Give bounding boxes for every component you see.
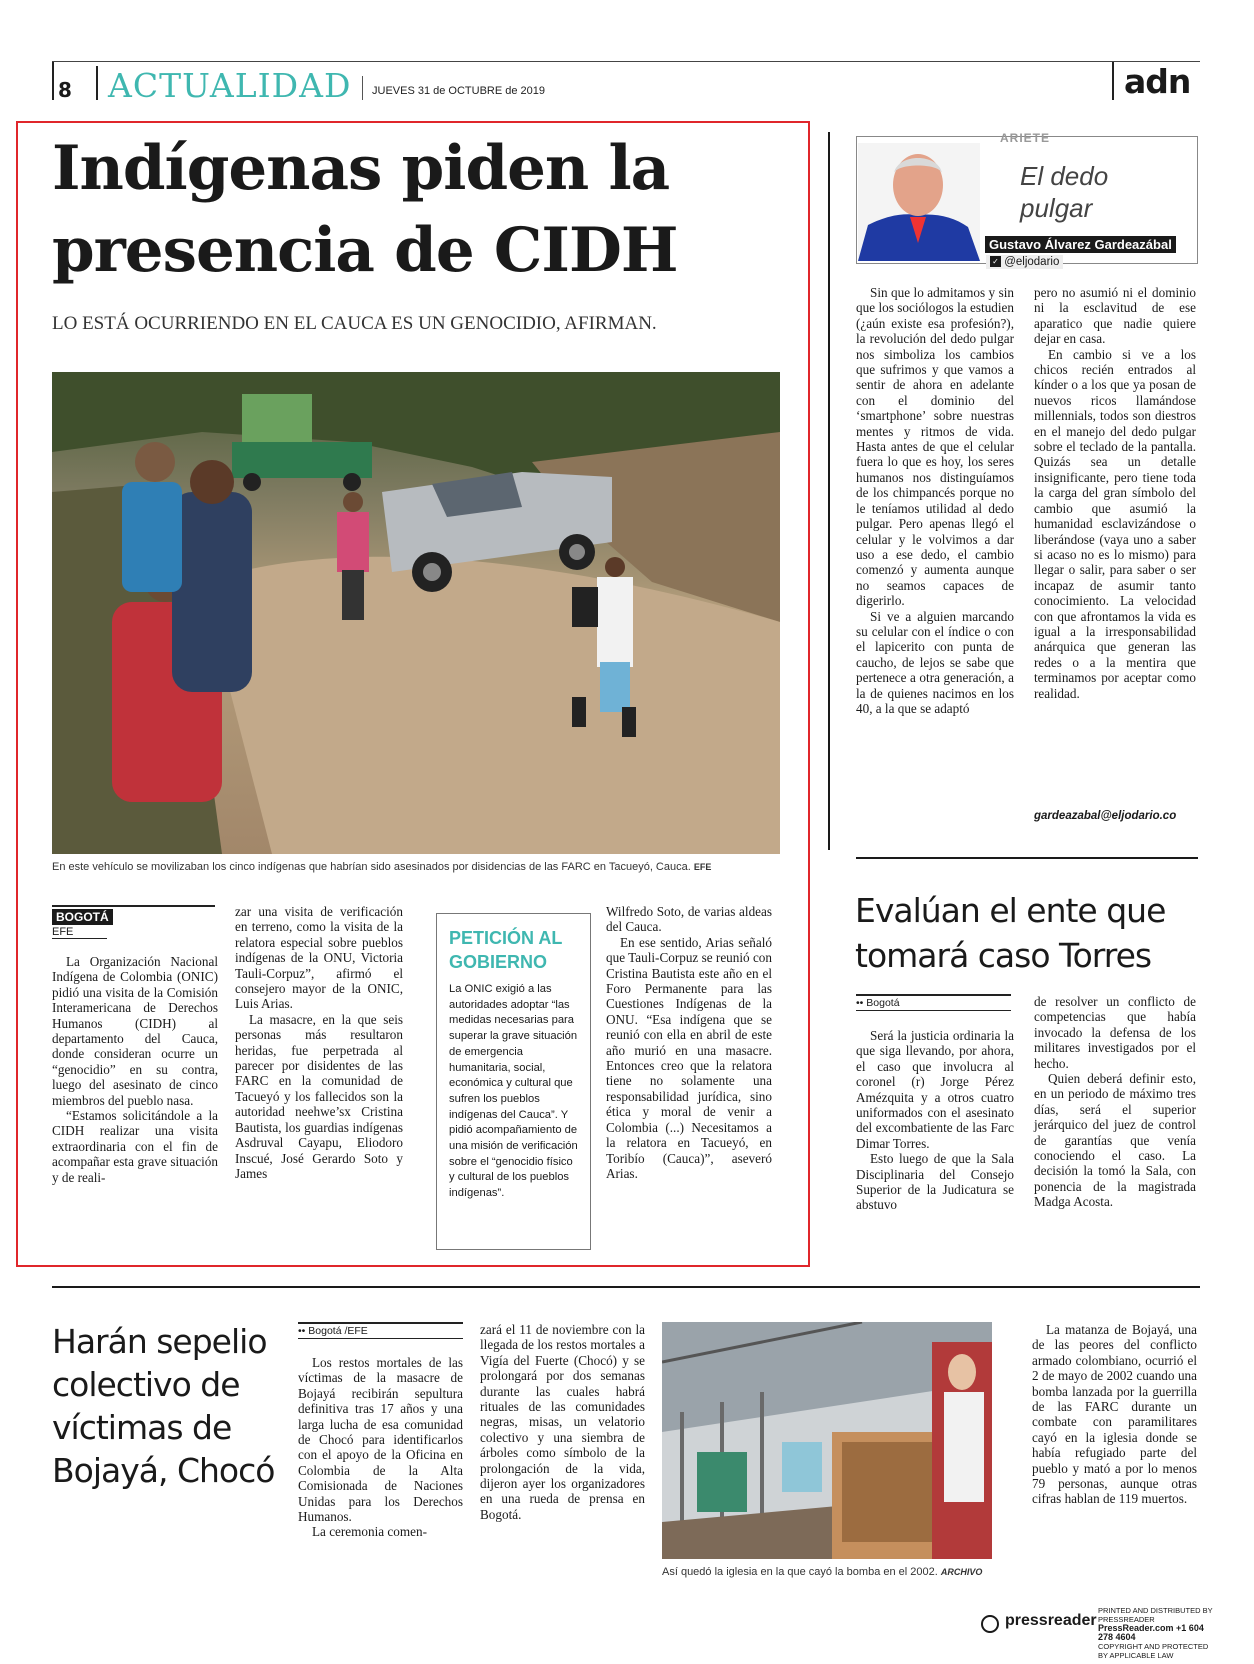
main-col1-rule: [52, 905, 215, 907]
torres-column-left: [856, 1028, 1014, 1213]
main-col1-p2: “Estamos solicitándole a la CIDH realizar una visita extraordinaria con el fin de acompañar esta grave situación y de reali-: [52, 1108, 218, 1185]
main-col2-p2: La masacre, en la que seis personas más resultaron heridas, fue perpetrada al parecer por disidentes de las FARC en la comunidad de Tacueyó y los fallecidos son la autoridad neehwe’sx Cristina Bautista, los guardias indígenas Asdruval Cayapu, Eliodoro Inscué, José Gerardo Soto y James: [235, 1011, 403, 1181]
bojaya-headline-line-2: colectivo de: [52, 1365, 240, 1404]
bojaya-col2-p1: zará el 11 de noviembre con la llegada de los restos mortales a Vigía del Fuerte (Chocó) y se prolongará por dos semanas durante las cuales habrá rituales de las comunidades negras, misas, un velatorio colectivo y una siembra de árboles como símbolo de la prolongación de la vida, dijeron ayer los organizadores en una rueda de prensa en Bogotá.: [480, 1322, 645, 1522]
bottom-section-rule: [52, 1286, 1200, 1288]
page-number: 8: [58, 78, 72, 102]
column-bottom-rule: [856, 857, 1198, 859]
torres-right-p2: Quien deberá definir esto, en un periodo de máximo tres días, será el superior jerárquico del juez de control de garantías que venía conociendo el caso. La decisión la tomó la Sala, con ponencia de la magistrada Madga Acosta.: [1034, 1071, 1196, 1210]
bojaya-headline: [52, 1320, 297, 1492]
road-scene-illustration: [52, 372, 780, 854]
column-title-line-1: El dedo: [1020, 161, 1109, 191]
church-photo-caption-text: Así quedó la iglesia en la que cayó la bomba en el 2002.: [662, 1566, 938, 1578]
torres-headline: [855, 888, 1215, 978]
main-photo-caption: [52, 861, 711, 873]
main-photo: [52, 372, 780, 854]
main-photo-caption-text: En este vehículo se movilizaban los cinco indígenas que habrían sido asesinados por disidencias de las FARC en Tacueyó, Cauca.: [52, 861, 691, 873]
pressreader-icon: [981, 1615, 999, 1633]
bojaya-location-tag: •• Bogotá /EFE: [298, 1322, 463, 1339]
bojaya-col1-p2: La ceremonia comen-: [312, 1524, 427, 1540]
pressreader-meta: [1098, 1606, 1218, 1660]
main-headline-line-2: presencia de CIDH: [52, 215, 678, 286]
main-col2-p1: zar una visita de verificación en terreno, como la visita de la relatora especial sobre pueblos indígenas de la ONU, Victoria Tauli-Corpuz”, afirmó el consejero mayor de la ONIC, Luis Arias.: [235, 904, 403, 1012]
petition-box: [436, 913, 591, 1250]
column-right-p1: pero no asumió ni el dominio ni la esclavitud de ese aparatico que nadie quiere dejar en casa.: [1034, 285, 1196, 347]
pressreader-meta-3: COPYRIGHT AND PROTECTED BY APPLICABLE LAW: [1098, 1642, 1209, 1660]
torres-column-right: [1034, 994, 1196, 1210]
main-col1-p1: La Organización Nacional Indígena de Colombia (ONIC) pidió una visita de la Comisión Interamericana de Derechos Humanos (CIDH) al departamento del Cauca, donde consideran ocurre un “genocidio” en su contra, luego del asesinato de cinco miembros del pueblo nasa.: [52, 954, 218, 1108]
pressreader-meta-2: PressReader.com +1 604 278 4604: [1098, 1623, 1204, 1642]
bojaya-col3-p1: La matanza de Bojayá, una de las peores del conflicto armado colombiano, ocurrió el 2 de mayo de 2002 cuando una bomba lanzada por la guerrilla de las FARC durante un combate con paramilitares cayó en la iglesia donde se había refugiado parte del pueblo y mató a por lo menos 79 personas, aunque otras cifras hablan de 119 muertos.: [1032, 1322, 1197, 1507]
bojaya-column-2: [480, 1322, 645, 1522]
bojaya-column-3: [1032, 1322, 1197, 1507]
church-photo-credit: ARCHIVO: [940, 1567, 983, 1577]
column-title: [1020, 160, 1108, 224]
church-photo: [662, 1322, 992, 1559]
pressreader-logo: [1005, 1612, 1097, 1630]
bojaya-col1-p1: Los restos mortales de las víctimas de la masacre de Bojayá recibirán sepultura definitiva tras 17 años y una larga lucha de esa comunidad de Chocó para identificarlos con el apoyo de la Oficina en Colombia de la Alta Comisionada de Naciones Unidas para los Derechos Humanos.: [298, 1355, 463, 1525]
section-title: ACTUALIDAD: [108, 66, 352, 105]
column-left-p2: Si ve a alguien marcando su celular con el índice o con el lapicerito con punta de caucho, de lejos se sabe que pertenece a otra generación, a la de quienes nacimos en los 40, a la que se adaptó: [856, 608, 1014, 716]
bojaya-headline-line-4: Bojayá, Chocó: [52, 1451, 275, 1490]
column-right-p2: En cambio si ve a los chicos recién entrados al kínder o a los que ya posan de nuevos ricos llamándose millennials, todos son diestros en el manejo del dedo pulgar sobre el teclado de la pantalla. Quizás sea un detalle insignificante, pero tiene toda la carga del gran símbolo del cambio que asumió la humanidad esclavizándose o liberándose (vaya uno a saber si acaso no es lo mismo) para llegar o salir, para saber o ser incapaz de asumir tanto conocimiento. La velocidad con que afrontamos la vida es igual a la irresponsabilidad anárquica que generan las redes o a la mentira que terminamos por aceptar como realidad.: [1034, 346, 1196, 701]
columnist-handle-text: @eljodario: [1004, 256, 1060, 268]
header-top-rule: [52, 61, 1200, 62]
main-headline: [52, 128, 772, 292]
petition-box-title-2: GOBIERNO: [449, 952, 548, 972]
main-col4-p2: En ese sentido, Arias señaló que Tauli-Corpuz se reunió con Cristina Bautista este año en el Foro Permanente para las Cuestiones Indígenas de la ONU. “Esa indígena que se reunió con ella en abril de este año murió en una masacre. Entonces creo que la relatora tiene no solamente una responsabilidad jurídica, sino ética y moral de venir a Colombia (...) Necesitamos a la relatora en Tacueyó, en Toribío (Cauca)”, aseveró Arias.: [606, 934, 772, 1181]
main-column-2: [235, 904, 403, 1181]
column-title-line-2: pulgar: [1020, 193, 1093, 223]
main-tag-wrap: [52, 908, 113, 926]
church-ruins-illustration: [662, 1322, 992, 1559]
column-right-text: [1034, 285, 1196, 701]
torres-left-p2: Esto luego de que la Sala Disciplinaria del Consejo Superior de la Judicatura se abstuvo: [856, 1151, 1014, 1213]
main-source-tag: EFE: [52, 926, 107, 939]
main-column-4: [606, 904, 772, 1181]
columnist-portrait-illustration: [858, 143, 980, 261]
issue-date: JUEVES 31 de OCTUBRE de 2019: [372, 85, 546, 97]
column-left-p1: Sin que lo admitamos y sin que los sociólogos la estudien (¿aún existe esa profesión?), la revolución del dedo pulgar nos simboliza los cambios que sufrimos y que vamos a sentir de ahora en adelante con el dominio del ‘smartphone’ sobre nuestras mentes y ritmos de vida. Hasta antes de que el celular fuera lo que es hoy, los seres humanos nos distinguíamos de los chimpancés porque no le teníamos utilidad al dedo pulgar. Pero apenas llegó el celular y le volvimos a dar uso a ese dedo, el cambio comenzó y aumenta aunque no seamos capaces de digerirlo.: [856, 285, 1014, 609]
bojaya-headline-line-1: Harán sepelio: [52, 1322, 267, 1361]
column-vertical-rule: [828, 132, 830, 850]
header-vrule-date: [362, 76, 363, 100]
pressreader-meta-1: PRINTED AND DISTRIBUTED BY PRESSREADER: [1098, 1606, 1213, 1624]
main-headline-line-1: Indígenas piden la: [52, 133, 670, 204]
columnist-portrait: [858, 143, 980, 261]
torres-location-tag: •• Bogotá: [856, 994, 1011, 1011]
twitter-icon: ✓: [990, 256, 1001, 267]
header-vrule-left: [52, 62, 54, 100]
pressreader-brand: pressreader: [1005, 1612, 1097, 1629]
main-source-wrap: [52, 926, 107, 939]
torres-left-p1: Será la justicia ordinaria la que siga llevando, por ahora, el caso que involucra al coronel (r) Jorge Pérez Amézquita y a otros cuatro uniformados con el asesinato del excombatiente de las Farc Dimar Torres.: [856, 1028, 1014, 1151]
header-vrule-logo: [1112, 62, 1114, 100]
main-subheadline: LO ESTÁ OCURRIENDO EN EL CAUCA ES UN GENOCIDIO, AFIRMAN.: [52, 313, 657, 334]
header-vrule-section: [96, 66, 98, 100]
main-col4-p1: Wilfredo Soto, de varias aldeas del Cauca.: [606, 904, 772, 935]
column-left-text: [856, 285, 1014, 716]
columnist-name: Gustavo Álvarez Gardeazábal: [985, 236, 1176, 253]
church-photo-caption: [662, 1566, 982, 1578]
main-photo-credit: EFE: [693, 862, 712, 872]
petition-box-title: [449, 926, 578, 974]
column-kicker: ARIETE: [1000, 131, 1051, 145]
bojaya-headline-line-3: víctimas de: [52, 1408, 232, 1447]
bojaya-column-1: [298, 1355, 463, 1540]
columnist-handle: [986, 255, 1063, 269]
petition-box-title-1: PETICIÓN AL: [449, 928, 563, 948]
adn-logo: adn: [1124, 62, 1191, 101]
torres-headline-line-1: Evalúan el ente que: [855, 891, 1166, 930]
petition-box-text: La ONIC exigió a las autoridades adoptar “las medidas necesarias para superar la grave situación de emergencia humanitaria, social, económica y cultural que sufren los pueblos indígenas del Cauca”. Y pidió acompañamiento de una misión de verificación sobre el “genocidio físico y cultural de los pueblos indígenas”.: [449, 983, 578, 1200]
main-column-1: [52, 954, 218, 1185]
main-location-tag: BOGOTÁ: [52, 909, 113, 925]
columnist-email: gardeazabal@eljodario.co: [1034, 810, 1177, 822]
torres-right-p1: de resolver un conflicto de competencias que había invocado la defensa de los militares investigados por el hecho.: [1034, 994, 1196, 1071]
torres-headline-line-2: tomará caso Torres: [855, 936, 1152, 975]
